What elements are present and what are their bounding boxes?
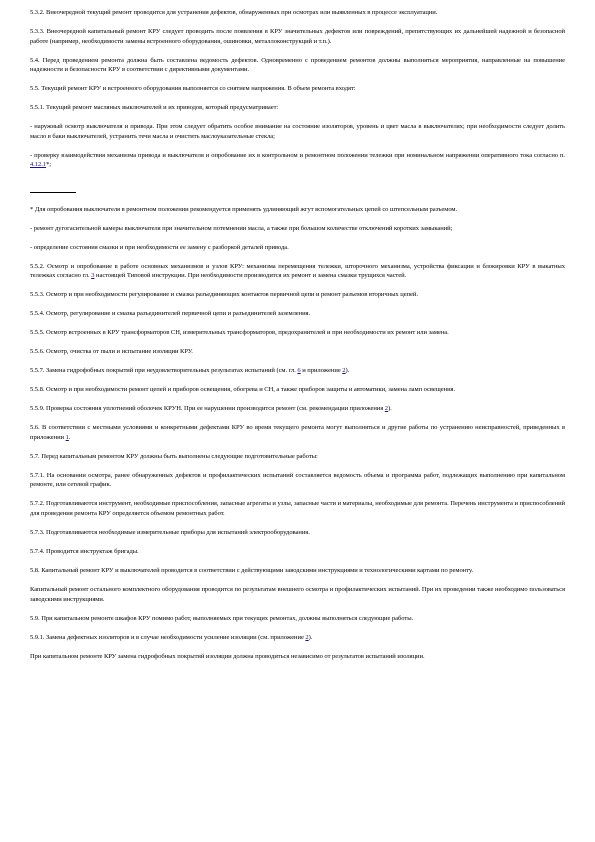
footnote: * Для опробования выключателя в ремонтном положении рекомендуется применять удлиняющий жгут вспомогательных цепей со штепсельным разъемом. [30, 205, 458, 213]
link-appendix-2[interactable]: 2 [342, 367, 346, 375]
paragraph-5-6: 5.6. В соответствии с местными условиями и конкретными дефектами КРУ во время текущего ремонта могут выполняться и другие работы по устранению неисправностей, приведенных в приложении 1. [30, 424, 565, 441]
paragraph-5-5-6: 5.5.6. Осмотр, очистка от пыли и испытание изоляции КРУ. [30, 348, 193, 356]
paragraph-5-5-2: 5.5.2. Осмотр и опробование в работе основных механизмов и узлов КРУ: механизма перемещения тележки, шторочного механизма, устройства фиксации и блокировки КРУ в выкатных тележках согласно гл. 3 настоящей Типовой инструкции. При необходимости производится их ремонт и замена смазки трущихся частей. [30, 262, 565, 280]
paragraph-5-7-3: 5.7.3. Подготавливаются необходимые измерительные приборы для испытаний электрооборудования. [30, 529, 310, 537]
paragraph-5-7-2: 5.7.2. Подготавливаются инструмент, необходимые приспособления, запасные агрегаты и узлы, запасные части и материалы, необходимые для ремонта. Перечень инструмента и приспособлений для проведения ремонта КРУ определяется объемом ремонтных работ. [30, 500, 565, 518]
paragraph-5-8-continued: Капитальный ремонт остального комплектного оборудования проводится по результатам внешнего осмотра и профилактических испытаний. При их проведении также необходимо пользоваться заводскими инструкциями. [30, 585, 565, 603]
link-appendix-2[interactable]: 2 [384, 405, 389, 413]
link-appendix-1[interactable]: 1 [65, 433, 69, 441]
link-appendix-2[interactable]: 2 [305, 633, 309, 641]
paragraph-5-5-1-item-d: - определение состояния смазки и при необходимости ее замену с разборкой деталей привода. [30, 243, 289, 251]
paragraph-5-5-4: 5.5.4. Осмотр, регулирование и смазка разъединителей первичной цепи и разъединителей заземления. [30, 310, 311, 318]
paragraph-5-7-1: 5.7.1. На основании осмотра, ранее обнаруженных дефектов и профилактических испытаний составляется ведомость объема и программа работ, подлежащих выполнению при капитальном ремонте, или сетевой график. [30, 471, 565, 489]
paragraph-5-5-3: 5.5.3. Осмотр и при необходимости регулирование и смазка разъединяющих контактов первичной цепи и ремонт разъемов вторичных цепей. [30, 291, 418, 299]
paragraph-5-5-7: 5.5.7. Замена гидрофобных покрытий при неудовлетворительных результатах испытаний (см. гл. 6 и приложение 2). [30, 367, 350, 375]
paragraph-5-4: 5.4. Перед проведением ремонта должна быть составлена ведомость дефектов. Одновременно с проведением ремонтов должны выполняться мероприятия, направленные на повышение надежности и безопасности КРУ в соответствии с директивными документами. [30, 56, 565, 74]
paragraph-5-9-1: 5.9.1. Замена дефектных изоляторов и в случае необходимости усиление изоляции (см. приложение 2). [30, 633, 313, 641]
link-chapter-3[interactable]: 3 [91, 272, 95, 280]
link-4-12-1[interactable]: 4.12.1 [30, 161, 47, 169]
paragraph-5-5-1-item-c: - ремонт дугогасительной камеры выключателя при значительном потемнении масла, а также при большом количестве отключений коротких замыканий; [30, 224, 453, 232]
paragraph-5-5-1: 5.5.1. Текущий ремонт масляных выключателей и их приводов, который предусматривает: [30, 104, 279, 112]
paragraph-5-7: 5.7. Перед капитальным ремонтом КРУ должны быть выполнены следующие подготовительные работы: [30, 452, 318, 460]
paragraph-5-8: 5.8. Капитальный ремонт КРУ и выключателей проводится в соответствии с действующими заводскими инструкциями и технологическими картами по ремонту. [30, 566, 474, 574]
paragraph-5-7-4: 5.7.4. Проводится инструктаж бригады. [30, 548, 139, 555]
paragraph-5-9-1-continued: При капитальном ремонте КРУ замена гидрофобных покрытий изоляции должна проводиться независимо от результатов испытаний изоляции. [30, 652, 425, 660]
document-page [30, 8, 565, 671]
paragraph-5-5-9: 5.5.9. Проверка состояния уплотнений оболочек КРУН. При ее нарушении производится ремонт (см. рекомендации приложения 2). [30, 405, 392, 413]
footnote-divider [30, 192, 76, 193]
paragraph-5-3-3: 5.3.3. Внеочередной капитальный ремонт КРУ следует проводить после появления в КРУ значительных дефектов или повреждений, препятствующих их дальнейшей надежной и безопасной работе (например, необходимости замены встроенного оборудования, ошиновки, металлоконструкций и т.п.). [30, 27, 565, 45]
paragraph-5-5-1-item-a: - наружный осмотр выключателя и привода. При этом следует обратить особое внимание на состояние изоляторов, уровень и цвет масла в выключателях; при необходимости следует долить масло в баки выключателей, устранить течи масла и очистить маслоуказательные стекла; [30, 123, 565, 140]
paragraph-5-9: 5.9. При капитальном ремонте шкафов КРУ помимо работ, выполняемых при текущих ремонтах, должны выполняться следующие работы. [30, 614, 414, 622]
paragraph-5-5-1-item-b: - проверку взаимодействия механизма привода и выключателя и опробование их в контрольном и ремонтном положении тележки при номинальном напряжении оперативного тока согласно п. 4.12.1*; [30, 151, 565, 169]
paragraph-5-5: 5.5. Текущий ремонт КРУ и встроенного оборудования выполняется со снятием напряжения. В объем ремонта входят: [30, 85, 356, 93]
paragraph-5-5-5: 5.5.5. Осмотр встроенных в КРУ трансформаторов СН, измерительных трансформаторов, предохранителей и при необходимости их ремонт или замена. [30, 329, 449, 337]
paragraph-5-5-8: 5.5.8. Осмотр и при необходимости ремонт цепей и приборов освещения, обогрева и СН, а также приборов защиты и автоматики, замена ламп освещения. [30, 386, 456, 394]
link-chapter-6[interactable]: 6 [297, 367, 301, 375]
paragraph-5-3-2: 5.3.2. Внеочередной текущий ремонт проводится для устранения дефектов, обнаруженных при осмотрах или выявленных в процессе эксплуатации. [30, 9, 438, 16]
